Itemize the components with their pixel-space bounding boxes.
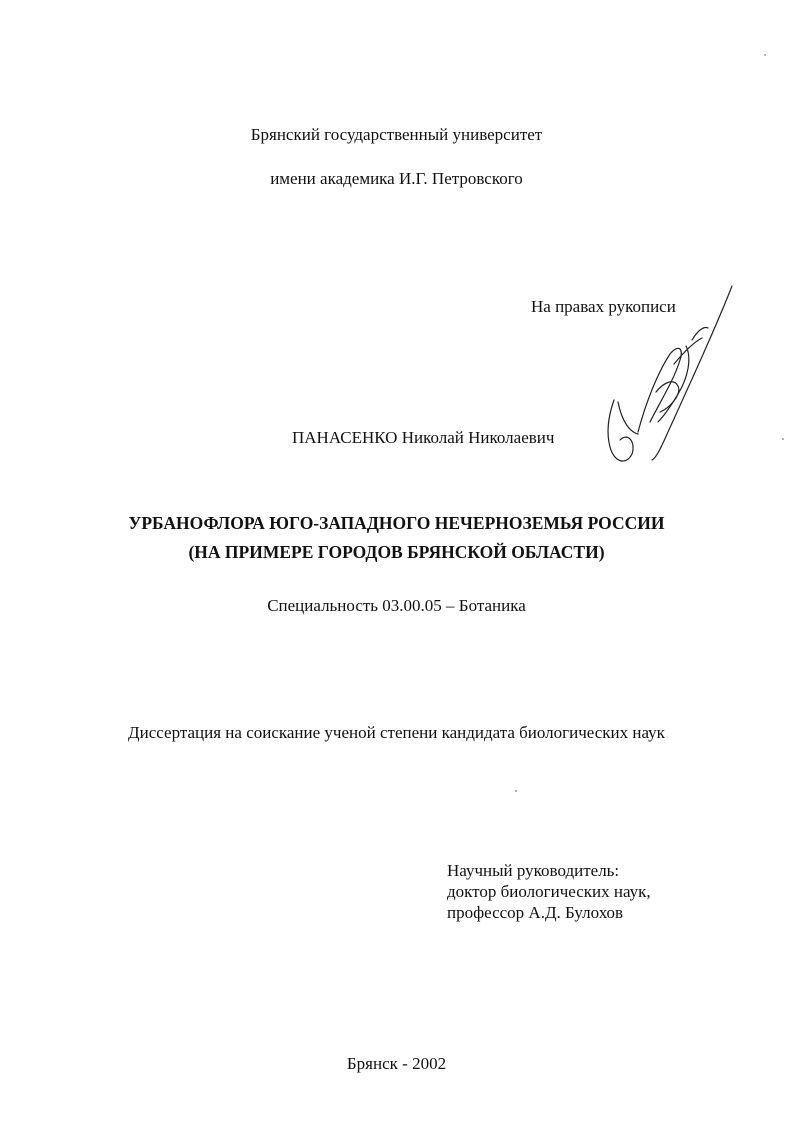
university-name: Брянский государственный университет <box>250 125 543 144</box>
manuscript-note: На правах рукописи <box>531 297 676 316</box>
author-name: ПАНАСЕНКО Николай Николаевич <box>292 428 555 447</box>
thesis-title-line1: УРБАНОФЛОРА ЮГО-ЗАПАДНОГО НЕЧЕРНОЗЕМЬЯ РОССИИ <box>128 513 665 533</box>
thesis-title-line2: (НА ПРИМЕРЕ ГОРОДОВ БРЯНСКОЙ ОБЛАСТИ) <box>188 542 605 562</box>
place-and-year: Брянск - 2002 <box>346 1054 447 1073</box>
dissertation-degree: Диссертация на соискание ученой степени кандидата биологических наук <box>128 723 665 742</box>
specialty: Специальность 03.00.05 – Ботаника <box>267 596 526 615</box>
supervisor-label: Научный руководитель: <box>447 861 620 880</box>
supervisor-degree: доктор биологических наук, <box>447 882 651 901</box>
handwritten-signature <box>598 282 738 472</box>
supervisor-name: профессор А.Д. Булохов <box>447 903 624 922</box>
scan-speck <box>515 790 517 792</box>
university-dedication: имени академика И.Г. Петровского <box>270 169 523 188</box>
scan-speck <box>764 54 766 56</box>
scan-speck <box>782 438 784 440</box>
